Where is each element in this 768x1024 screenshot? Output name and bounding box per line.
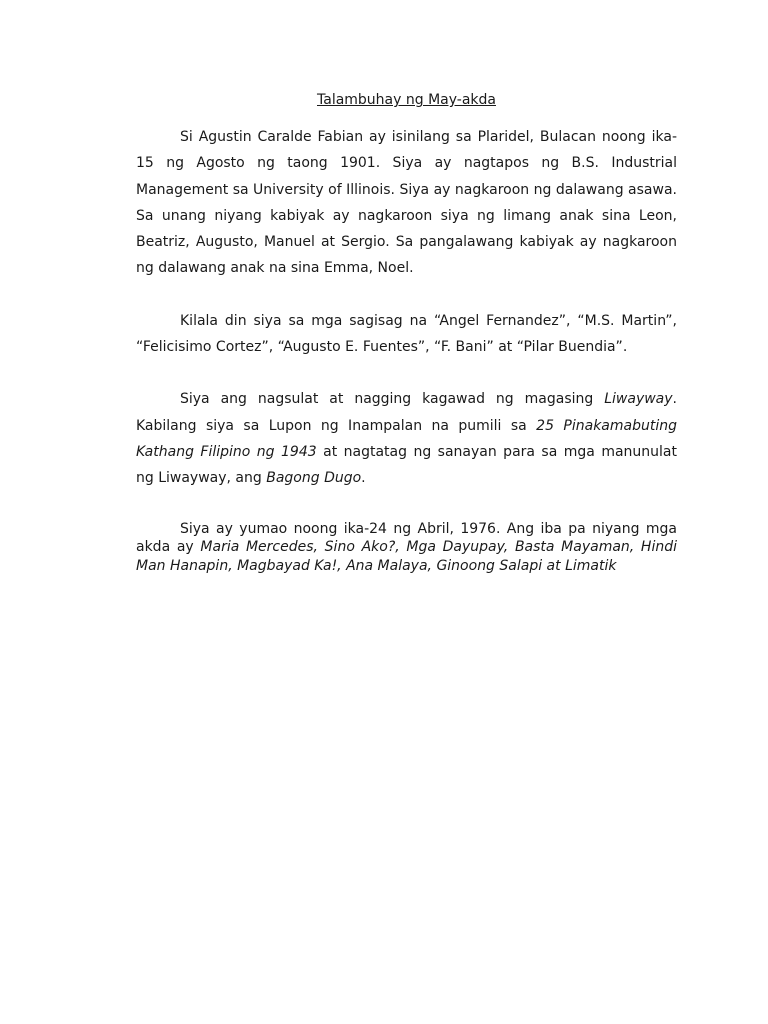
works-list: Maria Mercedes, Sino Ako?, Mga Dayupay, Basta Mayaman, Hindi Man Hanapin, Magbayad Ka!, Ana Malaya, Ginoong Salapi at Limatik (136, 539, 678, 574)
paragraph-career (136, 386, 677, 491)
document-title: Talambuhay ng May-akda (317, 92, 496, 108)
paragraph-text: . Kabilang siya sa Lupon ng Inampalan na pumili sa (136, 391, 677, 434)
paragraph-pen-names: Kilala din siya sa mga sagisag na “Angel Fernandez”, “M.S. Martin”, “Felicisimo Cortez”, “Augusto E. Fuentes”, “F. Bani” at “Pilar Buendia”. (136, 312, 677, 356)
workshop-title: Bagong Dugo (266, 470, 362, 487)
paragraph-text: . (361, 470, 366, 487)
magazine-title: Liwayway (604, 391, 673, 408)
paragraph-birth: Si Agustin Caralde Fabian ay isinilang sa Plaridel, Bulacan noong ika-15 ng Agosto ng taong 1901. Siya ay nagtapos ng B.S. Industrial Management sa University of Illinois. Siya ay nagkaroon ng dalawang asawa. Sa unang niyang kabiyak ay nagkaroon siya ng limang anak sina Leon, Beatriz, Augusto, Manuel at Sergio. Sa pangalawang kabiyak ay nagkaroon ng dalawang anak na sina Emma, Noel. (136, 129, 677, 277)
paragraph-text: Siya ay yumao noong ika-24 ng Abril, 1976. Ang iba pa niyang mga akda ay (136, 520, 677, 556)
paragraph-text: Siya ang nagsulat at nagging kagawad ng magasing (180, 391, 605, 408)
anthology-title: 25 Pinakamabuting Kathang Filipino ng 1943 (136, 417, 677, 460)
paragraph-text: at nagtatag ng sanayan para sa mga manunulat ng Liwayway, ang (136, 443, 677, 487)
paragraph-works (136, 520, 677, 576)
document-page (136, 88, 677, 575)
